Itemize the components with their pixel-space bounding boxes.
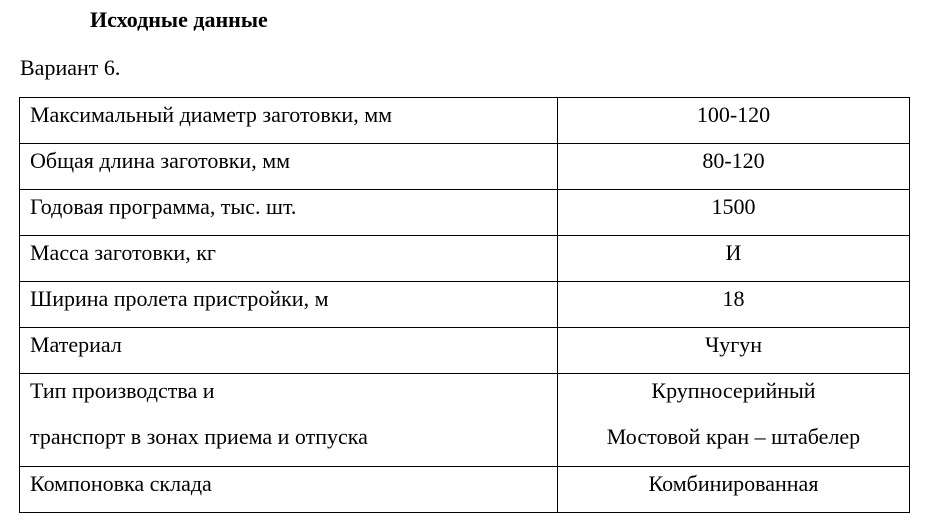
value-cell: И [558,236,910,282]
source-data-table [19,97,910,513]
table-row [20,328,910,374]
value-cell: 100-120 [558,98,910,144]
param-cell: Общая длина заготовки, мм [20,144,558,190]
table-row [20,190,910,236]
table-row [20,467,910,513]
value-cell: Чугун [558,328,910,374]
param-cell: Компоновка склада [20,467,558,513]
variant-label: Вариант 6. [20,55,121,80]
table-row [20,144,910,190]
document-heading: Исходные данные [90,7,268,32]
value-line: Мостовой кран – штабелер [606,424,861,449]
table-row [20,98,910,144]
param-cell: Ширина пролета пристройки, м [20,282,558,328]
value-cell: 18 [558,282,910,328]
value-cell [558,374,910,467]
table-row [20,236,910,282]
param-cell: Материал [20,328,558,374]
param-cell: Максимальный диаметр заготовки, мм [20,98,558,144]
param-line: транспорт в зонах приема и отпуска [30,424,368,449]
table-row [20,282,910,328]
value-line: Крупносерийный [651,378,816,403]
table-row [20,374,910,467]
param-line: Тип производства и [30,378,215,403]
param-cell: Масса заготовки, кг [20,236,558,282]
value-cell: 80-120 [558,144,910,190]
value-cell: Комбинированная [558,467,910,513]
param-cell [20,374,558,467]
param-cell: Годовая программа, тыс. шт. [20,190,558,236]
value-cell: 1500 [558,190,910,236]
